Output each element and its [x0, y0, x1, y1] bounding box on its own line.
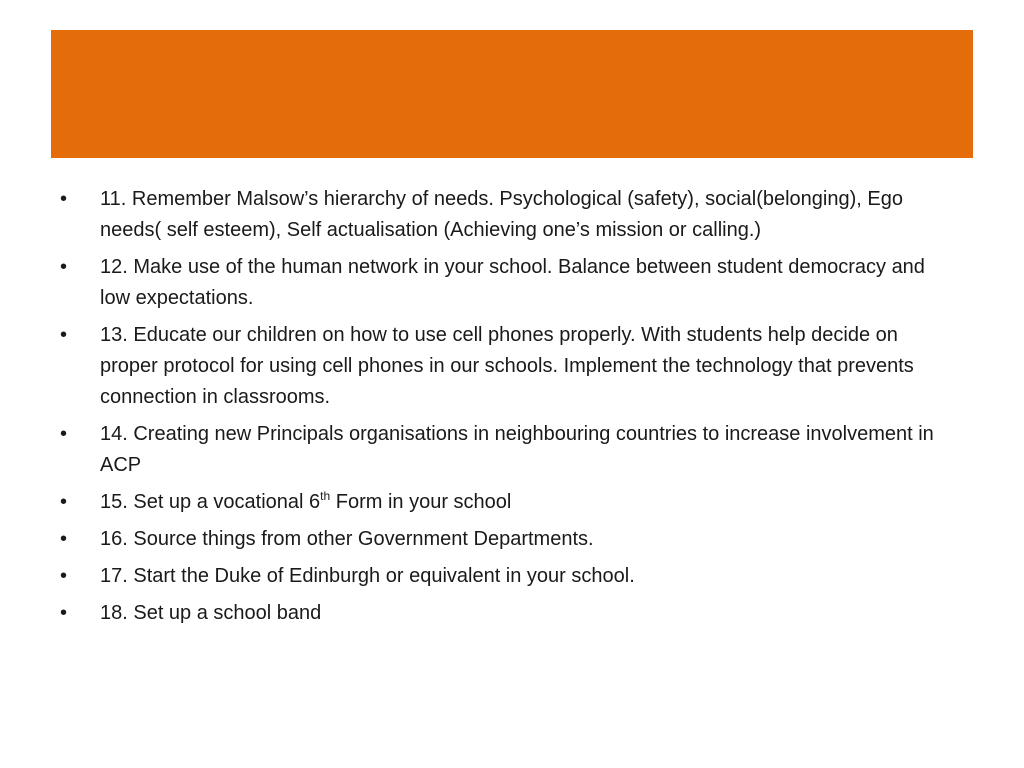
bullet-icon: • [60, 256, 68, 278]
bullet-list [60, 184, 960, 635]
bullet-item [60, 598, 960, 629]
superscript-suffix: th [320, 489, 331, 503]
bullet-text: 14. Creating new Principals organisations in neighbouring countries to increase involvement in ACP [100, 423, 934, 476]
bullet-text: 16. Source things from other Government Departments. [100, 528, 594, 550]
title-bar [51, 30, 973, 158]
bullet-item [60, 184, 960, 246]
bullet-text: 17. Start the Duke of Edinburgh or equivalent in your school. [100, 565, 635, 587]
bullet-item [60, 320, 960, 413]
bullet-icon: • [60, 528, 68, 550]
bullet-icon: • [60, 188, 68, 210]
bullet-text: 18. Set up a school band [100, 602, 322, 624]
bullet-icon: • [60, 565, 68, 587]
bullet-icon: • [60, 324, 68, 346]
bullet-icon: • [60, 602, 68, 624]
bullet-item [60, 561, 960, 592]
bullet-item [60, 524, 960, 555]
bullet-icon: • [60, 491, 68, 513]
bullet-item [60, 487, 960, 518]
bullet-text: 13. Educate our children on how to use cell phones properly. With students help decide on proper protocol for using cell phones in our schools. Implement the technology that prevents connection in classrooms. [100, 324, 914, 408]
bullet-text: 12. Make use of the human network in your school. Balance between student democracy and low expectations. [100, 256, 925, 309]
bullet-text: 11. Remember Malsow’s hierarchy of needs. Psychological (safety), social(belonging), Ego needs( self esteem), Self actualisation (Achieving one’s mission or calling.) [100, 188, 903, 241]
bullet-item [60, 252, 960, 314]
bullet-item [60, 419, 960, 481]
bullet-text [100, 491, 511, 513]
bullet-text-pre: 15. Set up a vocational 6 [100, 491, 321, 513]
bullet-text-post: Form in your school [330, 491, 512, 513]
bullet-icon: • [60, 423, 68, 445]
